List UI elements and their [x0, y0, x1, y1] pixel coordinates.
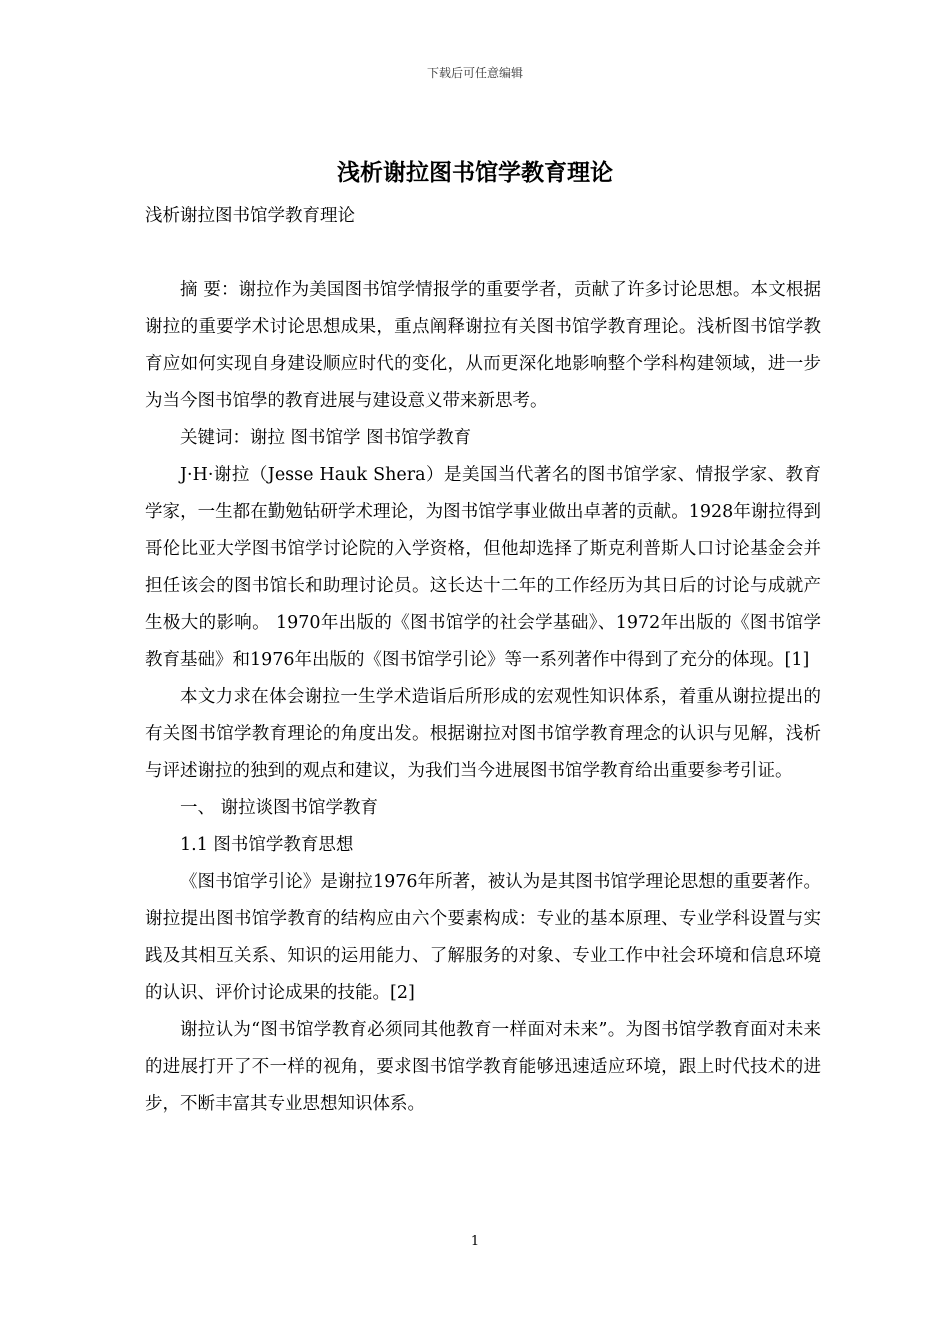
document-subtitle: 浅析谢拉图书馆学教育理论 [145, 206, 355, 226]
abstract-paragraph: 摘 要：谢拉作为美国图书馆学情报学的重要学者，贡献了许多讨论思想。本文根据谢拉的重要学术讨论思想成果，重点阐释谢拉有关图书馆学教育理论。浅析图书馆学教育应如何实现自身建设顺应时代的变化，从而更深化地影响整个学科构建领域，进一步为当今图书馆學的教育进展与建设意义带来新思考。 [145, 280, 821, 411]
subsection-heading: 1.1 图书馆学教育思想 [180, 835, 354, 855]
keywords-paragraph: 关键词：谢拉 图书馆学 图书馆学教育 [180, 428, 472, 448]
body-paragraph: 本文力求在体会谢拉一生学术造诣后所形成的宏观性知识体系，着重从谢拉提出的有关图书馆学教育理论的角度出发。根据谢拉对图书馆学教育理念的认识与见解，浅析与评述谢拉的独到的观点和建议，为我们当今进展图书馆学教育给出重要参考引证。 [145, 687, 821, 781]
section-heading: 一、 谢拉谈图书馆学教育 [180, 798, 379, 818]
page-number: 1 [470, 1234, 480, 1249]
header-note: 下载后可任意编辑 [426, 66, 523, 80]
body-paragraph: J·H·谢拉（Jesse Hauk Shera）是美国当代著名的图书馆学家、情报学家、教育学家，一生都在勤勉钻研学术理论，为图书馆学事业做出卓著的贡献。1928年谢拉得到哥伦比亚大学图书馆学讨论院的入学资格，但他却选择了斯克利普斯人口讨论基金会并担任该会的图书馆长和助理讨论员。这长达十二年的工作经历为其日后的讨论与成就产生极大的影响。 1970年出版的《图书馆学的社会学基础》、1972年出版的《图书馆学教育基础》和1976年出版的《图书馆学引论》等一系列著作中得到了充分的体现。[1] [145, 465, 821, 670]
body-paragraph: 谢拉认为“图书馆学教育必须同其他教育一样面对未来”。为图书馆学教育面对未来的进展打开了不一样的视角，要求图书馆学教育能够迅速适应环境，跟上时代技术的进步，不断丰富其专业思想知识体系。 [145, 1020, 821, 1114]
body-paragraph: 《图书馆学引论》是谢拉1976年所著，被认为是其图书馆学理论思想的重要著作。谢拉提出图书馆学教育的结构应由六个要素构成：专业的基本原理、专业学科设置与实践及其相互关系、知识的运用能力、了解服务的对象、专业工作中社会环境和信息环境的认识、评价讨论成果的技能。[2] [145, 872, 821, 1003]
document-body [145, 198, 821, 1123]
document-title: 浅析谢拉图书馆学教育理论 [337, 160, 613, 186]
